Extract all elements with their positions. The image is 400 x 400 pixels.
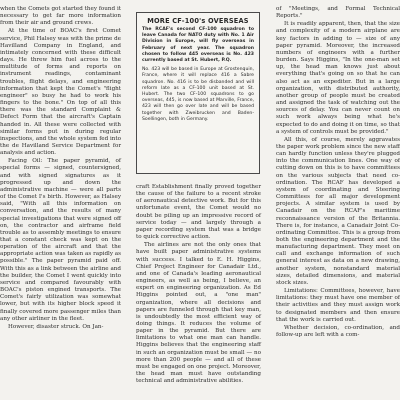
paragraph: Whether decision, co-ordination, and follow-up are left with a com- (276, 324, 400, 339)
paragraph: Limitations: Committees, however, have limitations: they must have one member of their activities and they must assign work to designated members and then ensure that the work is carried out. (276, 288, 400, 323)
paragraph: craft Establishment finally proved together the cause of the failure to a recent stroke of aeronautical detective work. But for this unfortunate event, the Comet would no doubt be piling up an impressive record of service today — and largely through a paper recording system that was a bridge to quick corrective action. (136, 184, 261, 241)
sidebar-title: MORE CF-100's OVERSEAS (147, 17, 249, 25)
sidebar-paragraph: The RCAF's second CF-100 squadron to leave Canada for NATO duty with No. 1 Air Division in Europe, will fly overseas in February of next year. The squadron chosen to follow 445 overseas is No. 423 currently based at St. Hubert, P.Q. (142, 27, 254, 64)
paragraph: It is readily apparent, then, that the size and complexity of a modern airplane are key factors in adding to — size of any paper pyramid. Moreover, the increased numbers of engineers with a further burden. Says Higgins, "In the one-man set up, the head man knows just about everything that's going on so that he can also act as an expediter. But in a large organization, with distributed authority, another group of people must be created and assigned the task of watching out the sources of delay. You can never count on such work always being what he's expected to do and doing it on time, so that a system of controls must be provided." (276, 21, 400, 135)
paragraph: Facing Oil: The paper pyramid, of special forms — signed, countersigned, and with signed signatures as it progressed up and down the administrative machine — were all parts of the Comet I's birth. However, as Halsey said, "With all this information on conversation, and the results of many special investigations that were signed off on, the contractor and airframe field trouble as to assembly meetings to ensure that a constant check was kept on the operation of the aircraft and that the appropriate action was taken as rapidly as possible." The paper pyramid paid off. With this as a link between the airline and the builder, the Comet I went quickly into service and compared favourably with BOAC's piston engined transports. The Comet's fairly utilization was somewhat lower, but with its higher block speed it finally covered more passenger miles than any other airliner in the fleet. (0, 158, 121, 322)
paragraph: of "Meetings, and Formal Technical Reports." (276, 6, 400, 20)
article-column-2 (136, 184, 261, 385)
article-column-3 (276, 6, 400, 339)
paragraph: The airlines are not the only ones that have built paper administrative systems with success. I talked to E. H. Higgins, Chief Project Engineer for Canadair Ltd., and one of Canada's leading aeronautical engineers, as well as being, I believe, an expert on engineering organization. As Ed Higgins pointed out, a "one man" organization, where all decisions and papers are funneled through that key man, is undoubtedly the most efficient way of doing things. It reduces the volume of paper in the pyramid. But there are limitations to what one man can handle. Higgins believes that the engineering staff in such an organization must be small — no more than 200 people — and all of these must be engaged on one project. Moreover, the head man must have outstanding technical and administrative abilities. (136, 242, 261, 385)
sidebar-box (136, 12, 260, 174)
article-column-1 (0, 6, 121, 331)
sidebar-paragraph: No. 423 will be based in Europe at Grostenquin, France, where it will replace 416 a Sabre squadron. No. 416 is to be disbanded and will reform late as a CF-100 unit based at St. Hubert. The two CF-100 squadrons to go overseas, 445, is now based at Marville, France, 423 will then go over late and will be based together with Zweibrucken and Baden-Soellingen, both in Germany. (142, 67, 254, 122)
paragraph: However, disaster struck. On Jan- (8, 323, 104, 330)
paragraph: All this, of course, merely aggravates the paper work problem since the new staff can hardly function unless they're plugged into the communication lines. One way of cutting down on this is to have committees on the various subjects that need co-ordination. The RCAF has developed a system of coordinating and Steering Committees for all major development projects. A similar system is used by Canadair on the RCAF's maritime reconnaissance version of the Britannia. There is, for instance, a Canadair Joint Co-ordinating Committee. This is a group from both the engineering department and the manufacturing department. They meet on call and exchange information of such general interest as data on a new drawing, another system, nonstandard material sizes, detailed dimensions, and material stock sizes. (276, 136, 400, 286)
paragraph: when the Comets got started they found it necessary to get far more information from their air and ground crews. (0, 6, 121, 27)
paragraph: At the time of BOAC's first Comet service, Phil Halsey was with the prime de Havilland Company in England, and intimately concerned with these difficult days. He threw him fuel across to the multitude of forms and reports on instrument readings, contaminant troubles, flight delays, and engineering information that kept the Comet's "flight engineer" so busy he had to work his fingers to the bone." On top of all this there was the standard Complaint & Defect Form that the aircraft's Captain handed in. All these were collected with similar forms put in during regular inspections, and the whole system fed into the de Havilland Service Department for analysis and action. (0, 28, 121, 157)
